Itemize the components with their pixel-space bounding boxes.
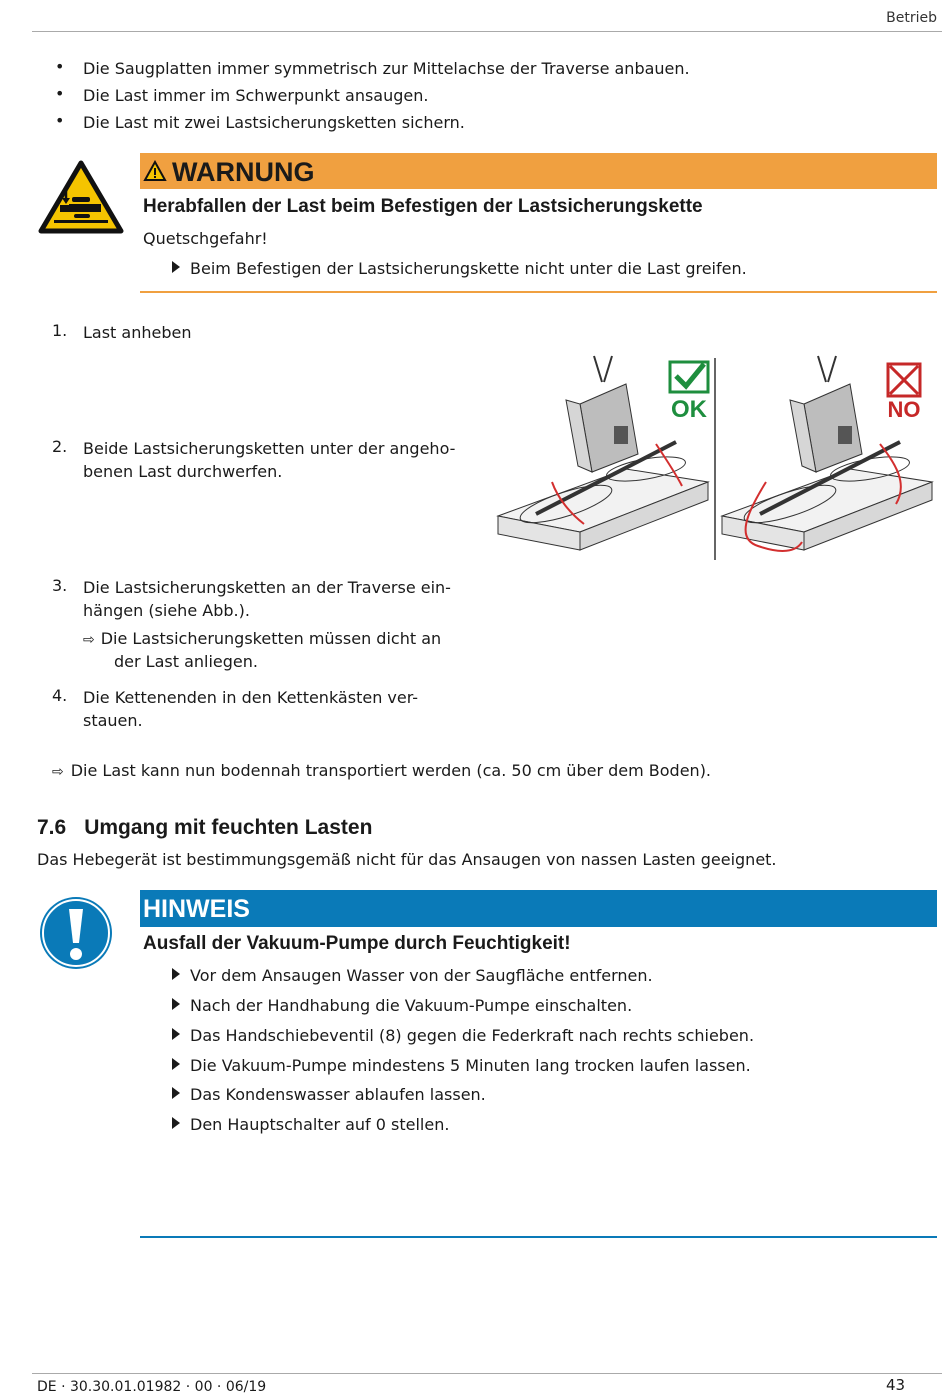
section-number: 7.6 bbox=[37, 816, 67, 839]
notice-action-text: Das Kondenswasser ablaufen lassen. bbox=[190, 1085, 486, 1104]
arrow-marker-icon bbox=[172, 1117, 180, 1129]
notice-action bbox=[172, 1083, 486, 1106]
no-label: NO bbox=[887, 397, 921, 422]
footer-doc-id: DE · 30.30.01.01982 · 00 · 06/19 bbox=[37, 1379, 267, 1395]
notice-action bbox=[172, 1024, 754, 1047]
notice-action bbox=[172, 1054, 751, 1077]
hand-crush-warning-icon bbox=[38, 160, 124, 234]
section-title bbox=[37, 816, 372, 840]
ok-label: OK bbox=[671, 396, 707, 423]
notice-action bbox=[172, 1113, 449, 1136]
page-number: 43 bbox=[886, 1376, 906, 1394]
footer-divider bbox=[32, 1373, 942, 1374]
arrow-marker-icon bbox=[172, 261, 180, 273]
step-result-text: Die Lastsicherungsketten müssen dicht an bbox=[100, 629, 442, 648]
step-number: 2. bbox=[52, 437, 68, 456]
warning-action-text: Beim Befestigen der Lastsicherungskette nicht unter die Last greifen. bbox=[190, 259, 747, 278]
step-text: Die Lastsicherungsketten an der Traverse ein- bbox=[83, 578, 451, 597]
notice-bottom-rule bbox=[140, 1236, 937, 1238]
step-number: 4. bbox=[52, 686, 68, 705]
final-result-text: Die Last kann nun bodennah transportiert werden (ca. 50 cm über dem Boden). bbox=[70, 761, 712, 780]
bullet-marker: • bbox=[55, 57, 65, 76]
result-arrow-icon: ⇨ bbox=[52, 764, 64, 780]
warning-bottom-rule bbox=[140, 291, 937, 293]
step-text-cont: stauen. bbox=[83, 711, 143, 730]
step-number: 1. bbox=[52, 321, 68, 340]
header-divider bbox=[32, 31, 942, 32]
arrow-marker-icon bbox=[172, 968, 180, 980]
notice-action-text: Den Hauptschalter auf 0 stellen. bbox=[190, 1115, 450, 1134]
final-result bbox=[52, 759, 711, 784]
section-intro: Das Hebegerät ist bestimmungsgemäß nicht für das Ansaugen von nassen Lasten geeignet. bbox=[37, 850, 777, 869]
section-title-text: Umgang mit feuchten Lasten bbox=[84, 816, 373, 839]
notice-action bbox=[172, 994, 632, 1017]
lifting-device-no bbox=[722, 356, 932, 551]
step-result bbox=[83, 627, 441, 652]
warning-triangle-icon bbox=[143, 160, 167, 182]
chain-illustration bbox=[496, 354, 936, 564]
notice-banner bbox=[140, 890, 937, 927]
warning-heading: Herabfallen der Last beim Befestigen der Lastsicherungskette bbox=[143, 196, 703, 217]
arrow-marker-icon bbox=[172, 1028, 180, 1040]
bullet-item: Die Last mit zwei Lastsicherungsketten sichern. bbox=[83, 113, 465, 132]
bullet-item: Die Saugplatten immer symmetrisch zur Mittelachse der Traverse anbauen. bbox=[83, 59, 690, 78]
step-text: Die Kettenenden in den Kettenkästen ver- bbox=[83, 688, 419, 707]
step-text: Last anheben bbox=[83, 323, 192, 342]
notice-action-text: Die Vakuum-Pumpe mindestens 5 Minuten lang trocken laufen lassen. bbox=[190, 1056, 751, 1075]
warning-label: WARNUNG bbox=[172, 157, 315, 187]
notice-label: HINWEIS bbox=[143, 895, 250, 923]
notice-action-text: Vor dem Ansaugen Wasser von der Saugfläche entfernen. bbox=[190, 966, 653, 985]
bullet-item: Die Last immer im Schwerpunkt ansaugen. bbox=[83, 86, 429, 105]
step-text-cont: hängen (siehe Abb.). bbox=[83, 601, 250, 620]
bullet-marker: • bbox=[55, 111, 65, 130]
warning-action bbox=[172, 257, 747, 280]
arrow-marker-icon bbox=[172, 998, 180, 1010]
result-arrow-icon: ⇨ bbox=[83, 632, 95, 648]
step-text: Beide Lastsicherungsketten unter der angeho- bbox=[83, 439, 456, 458]
step-text-cont: benen Last durchwerfen. bbox=[83, 462, 283, 481]
step-result-cont: der Last anliegen. bbox=[114, 652, 258, 671]
lifting-device-ok bbox=[498, 356, 708, 550]
running-header: Betrieb bbox=[886, 10, 937, 26]
step-number: 3. bbox=[52, 576, 68, 595]
arrow-marker-icon bbox=[172, 1087, 180, 1099]
arrow-marker-icon bbox=[172, 1058, 180, 1070]
notice-heading: Ausfall der Vakuum-Pumpe durch Feuchtigkeit! bbox=[143, 933, 571, 954]
exclamation-notice-icon bbox=[38, 895, 114, 971]
warning-hazard: Quetschgefahr! bbox=[143, 229, 268, 248]
notice-action-text: Nach der Handhabung die Vakuum-Pumpe einschalten. bbox=[190, 996, 633, 1015]
bullet-marker: • bbox=[55, 84, 65, 103]
notice-action-text: Das Handschiebeventil (8) gegen die Federkraft nach rechts schieben. bbox=[190, 1026, 755, 1045]
notice-action bbox=[172, 964, 653, 987]
